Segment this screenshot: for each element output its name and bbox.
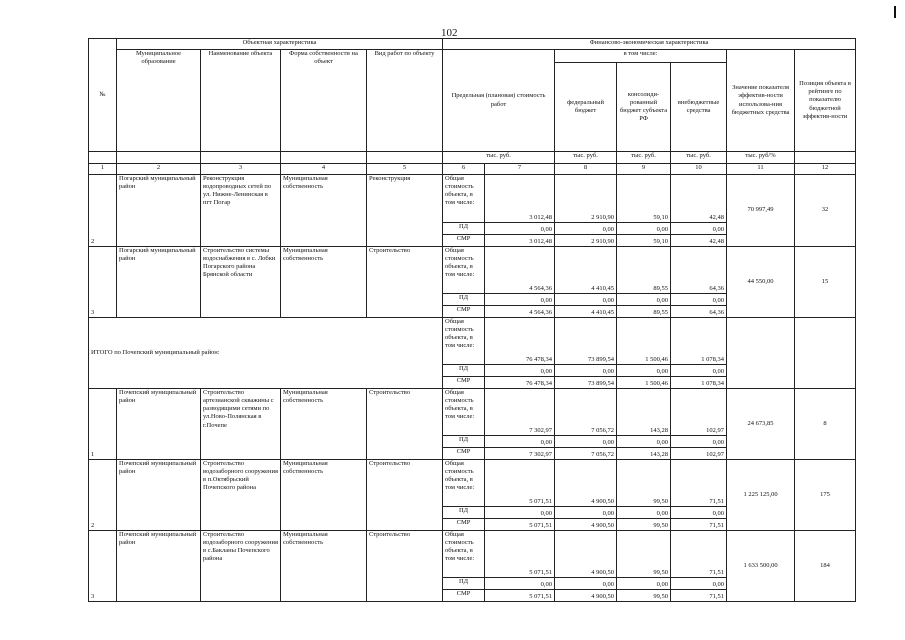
work-type-cell: Реконструкция bbox=[367, 175, 443, 247]
position-cell: 175 bbox=[795, 460, 856, 531]
work-type-cell: Строительство bbox=[367, 531, 443, 602]
header-ownership: Форма собственности на объект bbox=[281, 50, 367, 152]
unit-consolidated: тыс. руб. bbox=[617, 152, 671, 164]
ownership-cell: Муниципальная собственность bbox=[281, 247, 367, 318]
work-type-cell: Строительство bbox=[367, 389, 443, 460]
smr-label: СМР bbox=[443, 590, 485, 602]
value-cell: 102,97 bbox=[671, 448, 727, 460]
object-name-cell: Строительство системы водоснабжения в с. Лобки Погарского района Брянской области bbox=[201, 247, 281, 318]
value-cell: 4 900,50 bbox=[555, 460, 617, 507]
value-cell: 0,00 bbox=[555, 365, 617, 377]
row-number: 2 bbox=[89, 460, 117, 531]
total-cost-label: Общая стоимость объекта, в том числе: bbox=[443, 531, 485, 578]
col-number: 7 bbox=[485, 164, 555, 175]
value-cell: 0,00 bbox=[485, 507, 555, 519]
smr-label: СМР bbox=[443, 377, 485, 389]
value-cell: 1 500,46 bbox=[617, 377, 671, 389]
pd-label: ПД bbox=[443, 436, 485, 448]
value-cell: 4 410,45 bbox=[555, 247, 617, 294]
unit-indicator: тыс. руб/% bbox=[727, 152, 795, 164]
ownership-cell: Муниципальная собственность bbox=[281, 175, 367, 247]
col-number: 9 bbox=[617, 164, 671, 175]
row-number: 1 bbox=[89, 389, 117, 460]
col-number: 2 bbox=[117, 164, 201, 175]
value-cell: 5 071,51 bbox=[485, 590, 555, 602]
value-cell: 1 078,34 bbox=[671, 377, 727, 389]
total-cost-label: Общая стоимость объекта, в том числе: bbox=[443, 389, 485, 436]
table-row bbox=[89, 389, 856, 436]
unit-federal: тыс. руб. bbox=[555, 152, 617, 164]
value-cell: 99,50 bbox=[617, 519, 671, 531]
indicator-cell: 1 225 125,00 bbox=[727, 460, 795, 531]
value-cell: 0,00 bbox=[485, 223, 555, 235]
position-cell: 184 bbox=[795, 531, 856, 602]
value-cell: 0,00 bbox=[617, 365, 671, 377]
value-cell: 5 071,51 bbox=[485, 460, 555, 507]
value-cell: 3 012,48 bbox=[485, 175, 555, 223]
value-cell: 0,00 bbox=[671, 223, 727, 235]
header-cost: Предельная (плановая) стоимость работ bbox=[443, 50, 555, 152]
row-number: 3 bbox=[89, 531, 117, 602]
unit-extrabudget: тыс. руб. bbox=[671, 152, 727, 164]
value-cell: 76 478,34 bbox=[485, 318, 555, 365]
header-indicator: Значение показателя эффектив-ности использова-ния бюджетных средства bbox=[727, 50, 795, 152]
municipality-cell: Почепский муниципальный район bbox=[117, 531, 201, 602]
municipality-cell: Погарский муниципальный район bbox=[117, 247, 201, 318]
value-cell: 7 056,72 bbox=[555, 448, 617, 460]
value-cell: 64,36 bbox=[671, 306, 727, 318]
indicator-cell: 44 550,00 bbox=[727, 247, 795, 318]
value-cell: 4 410,45 bbox=[555, 306, 617, 318]
value-cell: 0,00 bbox=[617, 578, 671, 590]
value-cell: 0,00 bbox=[555, 507, 617, 519]
value-cell: 0,00 bbox=[671, 436, 727, 448]
value-cell: 5 071,51 bbox=[485, 531, 555, 578]
financial-table bbox=[88, 38, 856, 602]
ownership-cell: Муниципальная собственность bbox=[281, 460, 367, 531]
value-cell: 99,50 bbox=[617, 590, 671, 602]
value-cell: 143,28 bbox=[617, 389, 671, 436]
ownership-cell: Муниципальная собственность bbox=[281, 389, 367, 460]
pd-label: ПД bbox=[443, 578, 485, 590]
value-cell: 5 071,51 bbox=[485, 519, 555, 531]
object-name-cell: Строительство водозаборного сооружения в с.Бакланы Почепского района bbox=[201, 531, 281, 602]
value-cell: 0,00 bbox=[555, 578, 617, 590]
col-number: 1 bbox=[89, 164, 117, 175]
total-cost-label: Общая стоимость объекта, в том числе: bbox=[443, 460, 485, 507]
page-number: 102 bbox=[441, 27, 458, 39]
value-cell: 99,50 bbox=[617, 460, 671, 507]
smr-label: СМР bbox=[443, 306, 485, 318]
value-cell: 0,00 bbox=[617, 507, 671, 519]
position-cell: 15 bbox=[795, 247, 856, 318]
header-extrabudget: внебюджетные средства bbox=[671, 63, 727, 152]
value-cell: 7 302,97 bbox=[485, 448, 555, 460]
value-cell: 89,55 bbox=[617, 247, 671, 294]
header-federal: федеральный бюджет bbox=[555, 63, 617, 152]
col-number: 11 bbox=[727, 164, 795, 175]
value-cell: 0,00 bbox=[485, 578, 555, 590]
position-cell: 32 bbox=[795, 175, 856, 247]
table-row bbox=[89, 531, 856, 578]
ownership-cell: Муниципальная собственность bbox=[281, 531, 367, 602]
pd-label: ПД bbox=[443, 365, 485, 377]
value-cell: 4 900,50 bbox=[555, 519, 617, 531]
indicator-cell: 1 633 500,00 bbox=[727, 531, 795, 602]
value-cell: 7 302,97 bbox=[485, 389, 555, 436]
value-cell: 4 900,50 bbox=[555, 531, 617, 578]
value-cell: 0,00 bbox=[671, 578, 727, 590]
row-number: 2 bbox=[89, 175, 117, 247]
object-name-cell: Реконструкция водопроводных сетей по ул. Нижне-Ленинская в пгт Погар bbox=[201, 175, 281, 247]
value-cell: 0,00 bbox=[617, 294, 671, 306]
header-work-type: Вид работ по объекту bbox=[367, 50, 443, 152]
value-cell: 64,36 bbox=[671, 247, 727, 294]
value-cell: 0,00 bbox=[671, 294, 727, 306]
total-cost-label: Общая стоимость объекта, в том числе: bbox=[443, 247, 485, 294]
total-cost-label: Общая стоимость объекта, в том числе: bbox=[443, 175, 485, 223]
work-type-cell: Строительство bbox=[367, 460, 443, 531]
value-cell: 76 478,34 bbox=[485, 377, 555, 389]
header-consolidated: консолиди-рованный бюджет субъекта РФ bbox=[617, 63, 671, 152]
col-number: 3 bbox=[201, 164, 281, 175]
value-cell: 42,48 bbox=[671, 175, 727, 223]
header-including: в том числе: bbox=[555, 50, 727, 63]
header-num: № bbox=[89, 39, 117, 152]
unit-cost: тыс. руб. bbox=[443, 152, 555, 164]
value-cell: 0,00 bbox=[617, 436, 671, 448]
smr-label: СМР bbox=[443, 519, 485, 531]
header-object-group: Объектная характеристика bbox=[117, 39, 443, 50]
value-cell: 73 899,54 bbox=[555, 377, 617, 389]
value-cell: 0,00 bbox=[485, 365, 555, 377]
value-cell: 0,00 bbox=[617, 223, 671, 235]
value-cell: 102,97 bbox=[671, 389, 727, 436]
municipality-cell: Почепский муниципальный район bbox=[117, 389, 201, 460]
table-row bbox=[89, 175, 856, 223]
value-cell: 2 910,90 bbox=[555, 235, 617, 247]
value-cell: 71,51 bbox=[671, 531, 727, 578]
object-name-cell: Строительство водозаборного сооружения в п.Октябрьский Почепского района bbox=[201, 460, 281, 531]
value-cell: 89,55 bbox=[617, 306, 671, 318]
table-row bbox=[89, 247, 856, 294]
row-number: 3 bbox=[89, 247, 117, 318]
total-cost-label: Общая стоимость объекта, в том числе: bbox=[443, 318, 485, 365]
col-number: 5 bbox=[367, 164, 443, 175]
value-cell: 99,50 bbox=[617, 531, 671, 578]
total-row bbox=[89, 318, 856, 365]
value-cell: 1 500,46 bbox=[617, 318, 671, 365]
work-type-cell: Строительство bbox=[367, 247, 443, 318]
col-number: 8 bbox=[555, 164, 617, 175]
value-cell: 71,51 bbox=[671, 519, 727, 531]
header-municipality: Муниципальное образование bbox=[117, 50, 201, 152]
municipality-cell: Почепский муниципальный район bbox=[117, 460, 201, 531]
smr-label: СМР bbox=[443, 235, 485, 247]
col-number: 4 bbox=[281, 164, 367, 175]
value-cell: 73 899,54 bbox=[555, 318, 617, 365]
value-cell: 4 900,50 bbox=[555, 590, 617, 602]
header-position: Позиция объекта в рейтинге по показателю бюджетной эффектив-ности bbox=[795, 50, 856, 152]
header-finance-group: Финансово-экономическая характеристика bbox=[443, 39, 856, 50]
value-cell: 1 078,34 bbox=[671, 318, 727, 365]
indicator-cell: 70 997,49 bbox=[727, 175, 795, 247]
col-number: 10 bbox=[671, 164, 727, 175]
value-cell: 71,51 bbox=[671, 460, 727, 507]
value-cell: 7 056,72 bbox=[555, 389, 617, 436]
table-row bbox=[89, 460, 856, 507]
value-cell: 3 012,48 bbox=[485, 235, 555, 247]
col-number: 6 bbox=[443, 164, 485, 175]
value-cell: 42,48 bbox=[671, 235, 727, 247]
value-cell: 0,00 bbox=[671, 507, 727, 519]
value-cell: 0,00 bbox=[555, 436, 617, 448]
value-cell: 0,00 bbox=[485, 294, 555, 306]
position-cell: 8 bbox=[795, 389, 856, 460]
value-cell: 4 564,36 bbox=[485, 247, 555, 294]
value-cell: 59,10 bbox=[617, 235, 671, 247]
value-cell: 0,00 bbox=[671, 365, 727, 377]
value-cell: 2 910,90 bbox=[555, 175, 617, 223]
header-object-name: Наименование объекта bbox=[201, 50, 281, 152]
col-number: 12 bbox=[795, 164, 856, 175]
value-cell: 4 564,36 bbox=[485, 306, 555, 318]
value-cell: 59,10 bbox=[617, 175, 671, 223]
margin-mark bbox=[894, 6, 896, 18]
value-cell: 0,00 bbox=[555, 223, 617, 235]
value-cell: 0,00 bbox=[555, 294, 617, 306]
pd-label: ПД bbox=[443, 223, 485, 235]
object-name-cell: Строительство артезианской скважины с разводящими сетями по ул.Ново-Полянская в г.Почепе bbox=[201, 389, 281, 460]
value-cell: 143,28 bbox=[617, 448, 671, 460]
value-cell: 0,00 bbox=[485, 436, 555, 448]
pd-label: ПД bbox=[443, 294, 485, 306]
value-cell: 71,51 bbox=[671, 590, 727, 602]
municipality-cell: Погарский муниципальный район bbox=[117, 175, 201, 247]
pd-label: ПД bbox=[443, 507, 485, 519]
smr-label: СМР bbox=[443, 448, 485, 460]
total-row-label: ИТОГО по Почепский муниципальный район: bbox=[89, 318, 443, 389]
indicator-cell: 24 673,85 bbox=[727, 389, 795, 460]
